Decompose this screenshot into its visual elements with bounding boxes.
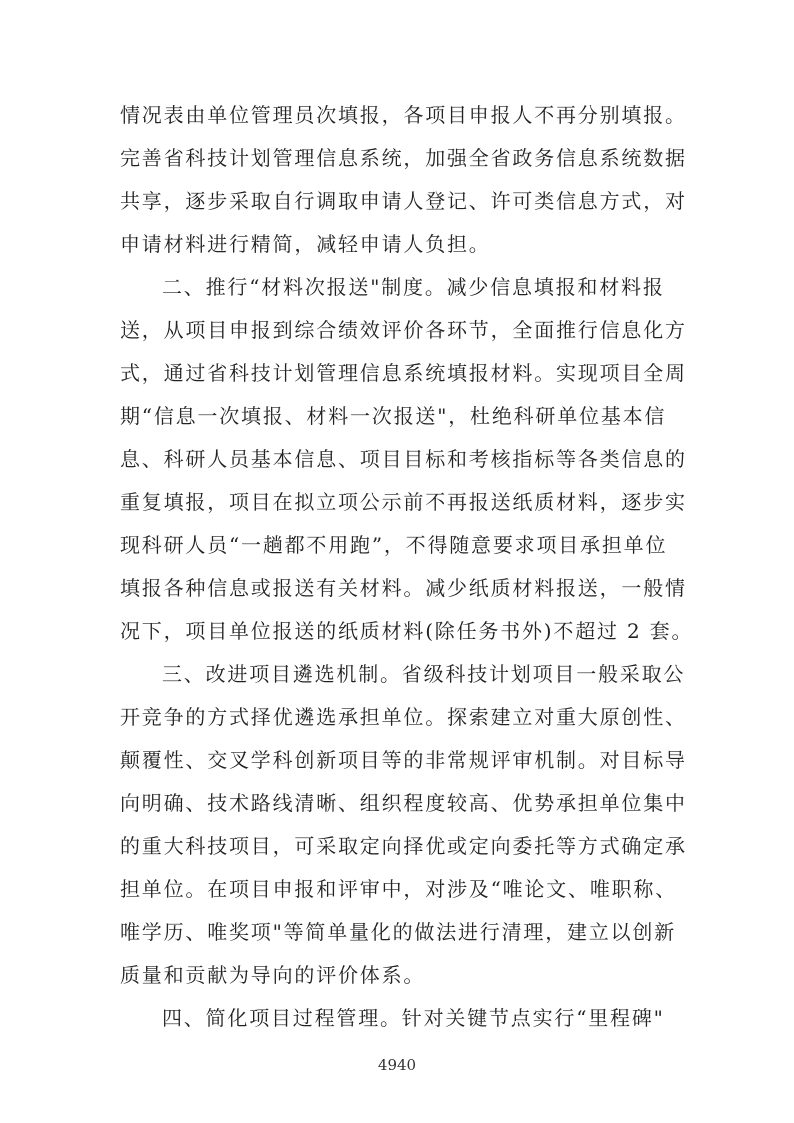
text-line: 息、科研人员基本信息、项目目标和考核指标等各类信息的 [120, 447, 687, 471]
paragraph-start-line: 三、改进项目遴选机制。省级科技计划项目一般采取公 [162, 662, 686, 686]
text-line: 情况表由单位管理员次填报，各项目申报人不再分别填报。 [120, 103, 687, 127]
text-line: 申请材料进行精简，减轻申请人负担。 [120, 232, 491, 256]
page-number: 4940 [377, 1056, 417, 1074]
text-line: 重复填报，项目在拟立项公示前不再报送纸质材料，逐步实 [120, 490, 687, 514]
text-line: 质量和贡献为导向的评价体系。 [120, 963, 426, 987]
text-line: 填报各种信息或报送有关材料。减少纸质材料报送，一般情 [120, 576, 687, 600]
text-line: 式，通过省科技计划管理信息系统填报材料。实现项目全周 [120, 361, 687, 385]
paragraph-start-line: 四、简化项目过程管理。针对关键节点实行“里程碑" [162, 1006, 665, 1030]
text-line: 共享，逐步采取自行调取申请人登记、许可类信息方式，对 [120, 189, 687, 213]
text-line: 担单位。在项目申报和评审中，对涉及“唯论文、唯职称、 [120, 877, 678, 901]
text-line: 唯学历、唯奖项"等简单量化的做法进行清理，建立以创新 [120, 920, 676, 944]
text-line: 完善省科技计划管理信息系统，加强全省政务信息系统数据 [120, 146, 687, 170]
paragraph-start-line: 二、推行“材料次报送"制度。减少信息填报和材料报 [162, 275, 665, 299]
text-line: 向明确、技术路线清晰、组织程度较高、优势承担单位集中 [120, 791, 687, 815]
text-line: 颠覆性、交叉学科创新项目等的非常规评审机制。对目标导 [120, 748, 687, 772]
text-line: 期“信息一次填报、材料一次报送"，杜绝科研单位基本信 [120, 404, 667, 428]
text-line: 开竞争的方式择优遴选承担单位。探索建立对重大原创性、 [120, 705, 687, 729]
body-text [120, 94, 694, 1040]
text-line: 的重大科技项目，可采取定向择优或定向委托等方式确定承 [120, 834, 687, 858]
text-line: 现科研人员“一趟都不用跑”，不得随意要求项目承担单位 [120, 533, 668, 557]
text-line: 送，从项目申报到综合绩效评价各环节，全面推行信息化方 [120, 318, 687, 342]
text-line: 况下，项目单位报送的纸质材料(除任务书外)不超过 2 套。 [120, 619, 694, 643]
